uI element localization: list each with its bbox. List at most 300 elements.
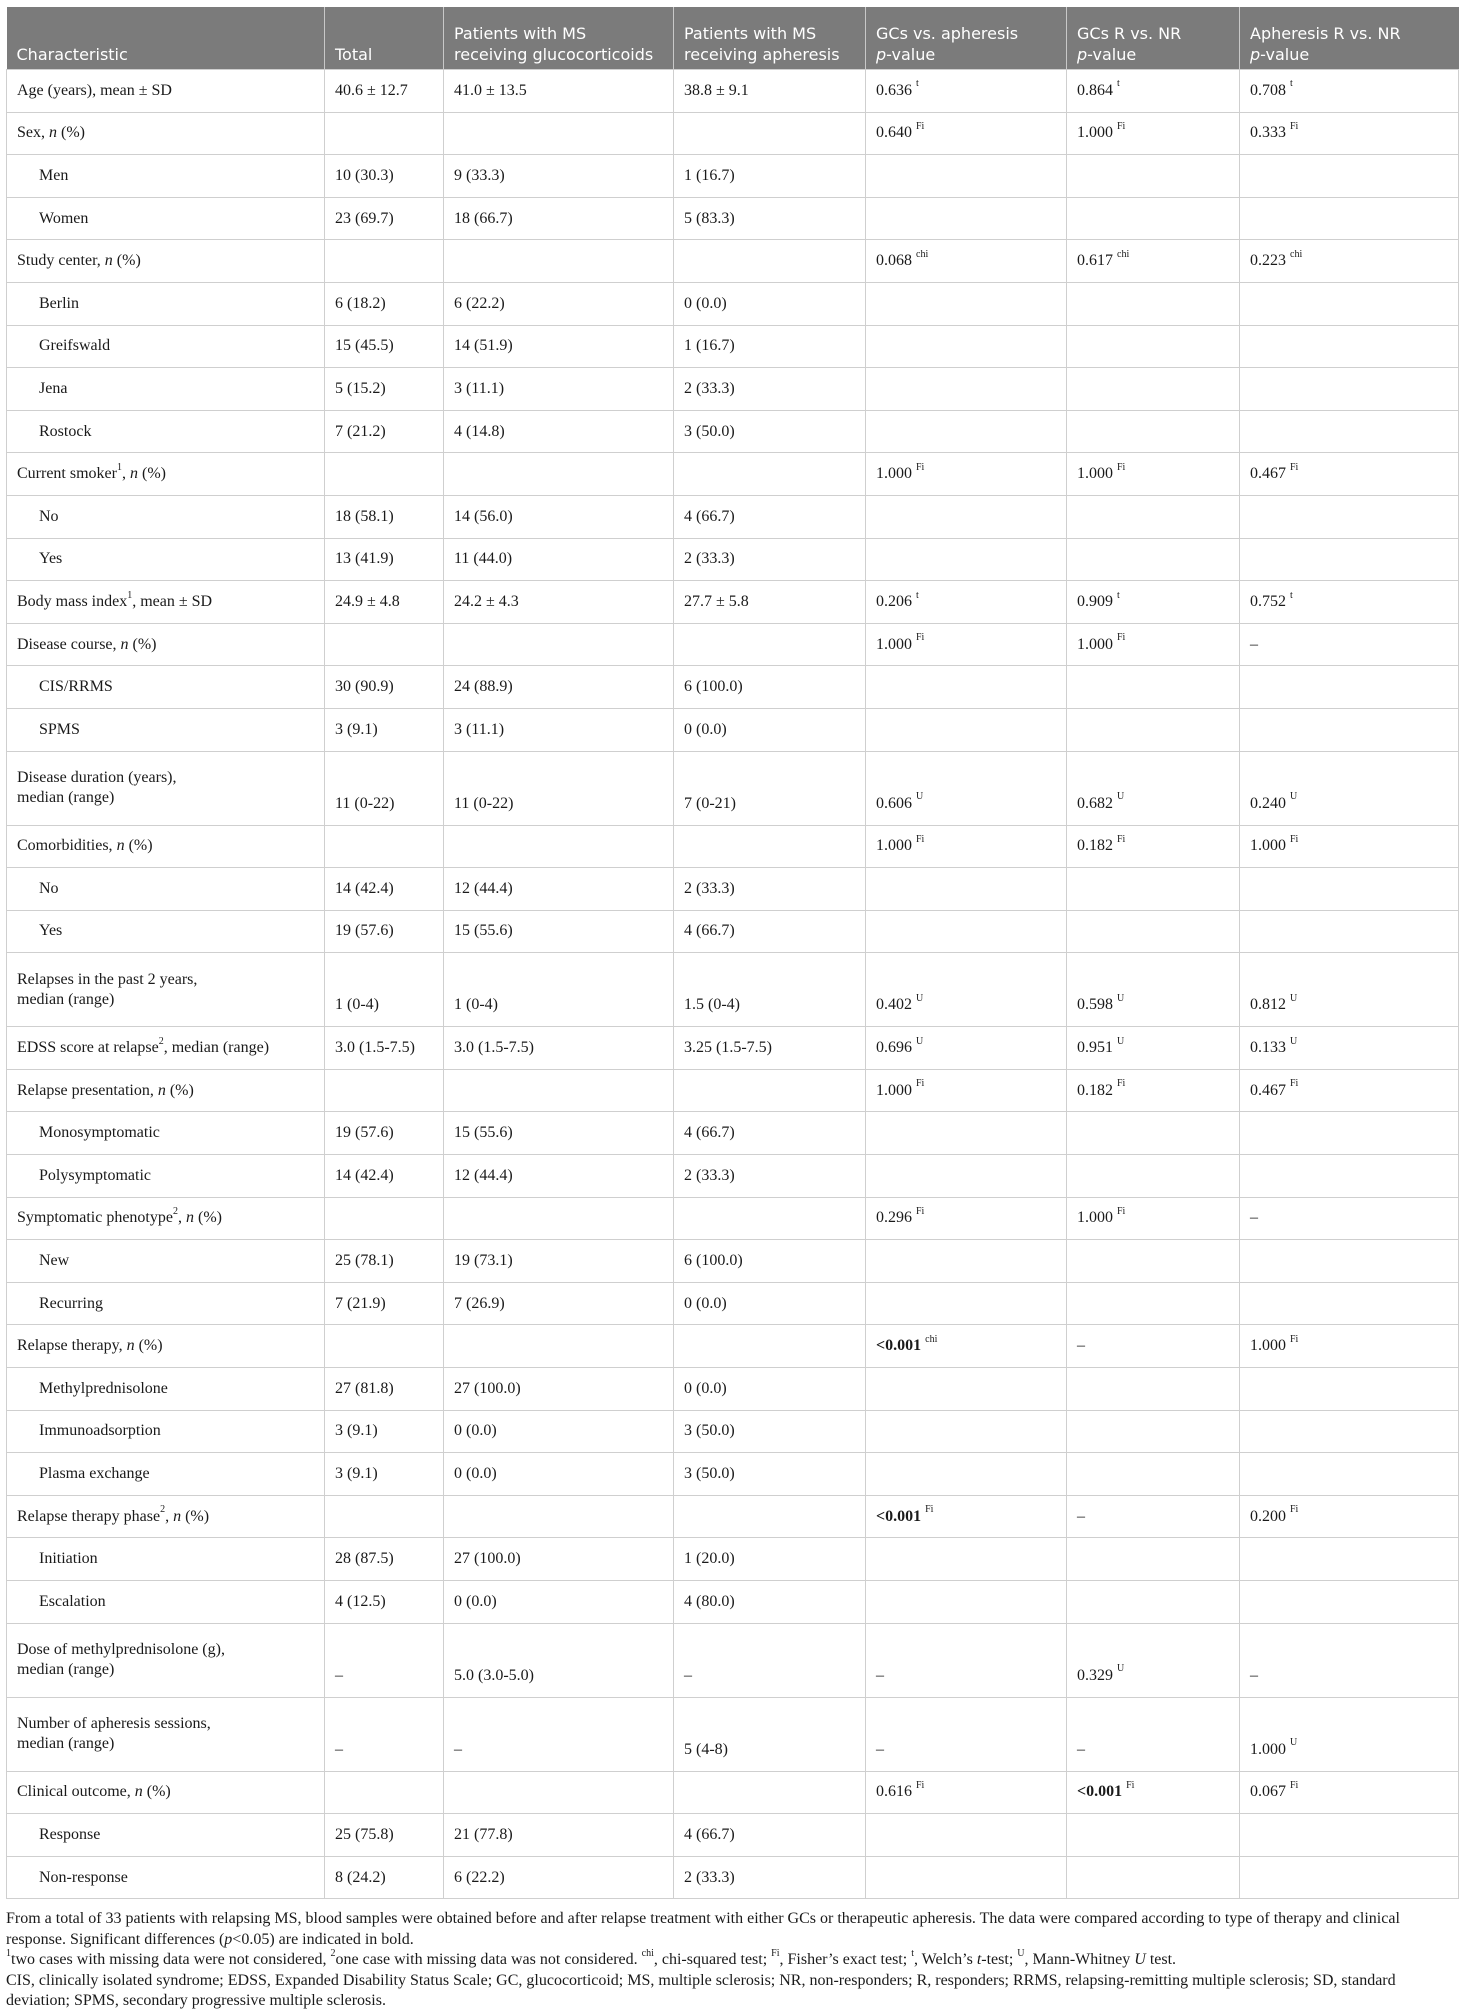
p-value-cell bbox=[1067, 1240, 1240, 1283]
characteristic-cell bbox=[7, 1240, 325, 1283]
gc-cell bbox=[444, 240, 674, 283]
test-mark: Fi bbox=[916, 632, 925, 644]
characteristics-table bbox=[6, 7, 1459, 1899]
characteristic-label-mid: , bbox=[165, 1507, 174, 1525]
test-mark: U bbox=[1117, 1035, 1125, 1047]
aph-cell bbox=[674, 538, 866, 581]
p-value-cell bbox=[1240, 1814, 1459, 1857]
gc-cell bbox=[444, 666, 674, 709]
p-value-cell bbox=[1067, 1814, 1240, 1857]
characteristic-label-n: n bbox=[116, 837, 125, 855]
aph-value: 5 (83.3) bbox=[684, 209, 735, 227]
total-value: 15 (45.5) bbox=[335, 337, 394, 355]
p-value-cell bbox=[1240, 1155, 1459, 1198]
total-cell bbox=[325, 155, 444, 198]
characteristic-label-end: (%) bbox=[128, 635, 157, 653]
p-value: – bbox=[1077, 1740, 1085, 1758]
test-mark: Fi bbox=[1290, 1078, 1299, 1090]
p-value-cell bbox=[866, 1027, 1067, 1070]
p-value-cell bbox=[1067, 240, 1240, 283]
test-mark: Fi bbox=[1117, 1078, 1126, 1090]
p-value-cell bbox=[866, 1410, 1067, 1453]
gc-value: 11 (0-22) bbox=[454, 794, 514, 812]
gc-cell bbox=[444, 953, 674, 1027]
characteristic-cell bbox=[7, 1410, 325, 1453]
table-row bbox=[7, 495, 1459, 538]
total-cell bbox=[325, 325, 444, 368]
total-cell bbox=[325, 1410, 444, 1453]
p-value-cell bbox=[866, 1495, 1067, 1538]
gc-cell bbox=[444, 1027, 674, 1070]
aph-cell bbox=[674, 1027, 866, 1070]
p-value-cell bbox=[1240, 1325, 1459, 1368]
gc-value: 3 (11.1) bbox=[454, 720, 505, 738]
table-row bbox=[7, 1453, 1459, 1496]
table-row bbox=[7, 453, 1459, 496]
aph-cell bbox=[674, 1453, 866, 1496]
total-cell bbox=[325, 1814, 444, 1857]
gc-value: 18 (66.7) bbox=[454, 209, 513, 227]
characteristic-label: Recurring bbox=[39, 1294, 103, 1312]
p-value-cell bbox=[1067, 538, 1240, 581]
aph-value: 2 (33.3) bbox=[684, 550, 735, 568]
p-value-cell bbox=[1240, 197, 1459, 240]
p-value-cell bbox=[866, 1771, 1067, 1814]
column-header-line1: GCs R vs. NR bbox=[1077, 24, 1182, 43]
table-row bbox=[7, 1325, 1459, 1368]
p-value: – bbox=[876, 1740, 884, 1758]
gc-cell bbox=[444, 495, 674, 538]
aph-cell bbox=[674, 1623, 866, 1697]
gc-cell bbox=[444, 112, 674, 155]
aph-cell bbox=[674, 868, 866, 911]
p-value: 0.067 bbox=[1250, 1783, 1286, 1801]
total-value: 23 (69.7) bbox=[335, 209, 394, 227]
test-mark: U bbox=[1290, 1737, 1298, 1749]
table-row bbox=[7, 155, 1459, 198]
characteristic-cell bbox=[7, 1495, 325, 1538]
characteristic-label-mid: , bbox=[121, 465, 130, 483]
table-footnotes bbox=[6, 1909, 1458, 2012]
gc-cell bbox=[444, 825, 674, 868]
gc-cell bbox=[444, 1240, 674, 1283]
p-value-cell bbox=[1067, 1856, 1240, 1899]
p-value-cell bbox=[1240, 1240, 1459, 1283]
gc-cell bbox=[444, 1697, 674, 1771]
total-cell bbox=[325, 197, 444, 240]
column-header-line2: -value bbox=[1087, 45, 1137, 64]
test-mark: Fi bbox=[916, 1780, 925, 1792]
table-row bbox=[7, 751, 1459, 825]
p-value-cell bbox=[1240, 868, 1459, 911]
p-value-cell bbox=[866, 410, 1067, 453]
p-value: 0.467 bbox=[1250, 1081, 1286, 1099]
test-mark: t bbox=[1290, 78, 1293, 90]
p-value-cell bbox=[1067, 1771, 1240, 1814]
aph-value: 3 (50.0) bbox=[684, 422, 735, 440]
p-value-cell bbox=[1240, 1410, 1459, 1453]
p-value-cell bbox=[1240, 623, 1459, 666]
table-row bbox=[7, 112, 1459, 155]
gc-cell bbox=[444, 453, 674, 496]
aph-cell bbox=[674, 453, 866, 496]
characteristic-label: Men bbox=[39, 166, 69, 184]
p-value-cell bbox=[866, 495, 1067, 538]
test-mark: chi bbox=[1117, 248, 1130, 260]
gc-cell bbox=[444, 868, 674, 911]
test-mark: Fi bbox=[1117, 833, 1126, 845]
aph-cell bbox=[674, 1410, 866, 1453]
characteristic-label-mid: , mean ± SD bbox=[132, 592, 213, 610]
characteristic-label: Non-response bbox=[39, 1868, 128, 1886]
column-header bbox=[674, 7, 866, 70]
total-cell bbox=[325, 112, 444, 155]
p-value-cell bbox=[1067, 1069, 1240, 1112]
p-value-cell bbox=[1067, 1495, 1240, 1538]
column-header-line1: Apheresis R vs. NR bbox=[1250, 24, 1401, 43]
characteristic-label-n: n bbox=[134, 1783, 143, 1801]
gc-value: 24.2 ± 4.3 bbox=[454, 592, 519, 610]
gc-value: 41.0 ± 13.5 bbox=[454, 81, 527, 99]
test-mark: U bbox=[1117, 791, 1125, 803]
p-value-cell bbox=[866, 1069, 1067, 1112]
aph-cell bbox=[674, 1771, 866, 1814]
p-value-cell bbox=[866, 1325, 1067, 1368]
p-value-cell bbox=[1240, 70, 1459, 113]
p-value-cell bbox=[1240, 453, 1459, 496]
characteristic-label: Initiation bbox=[39, 1550, 98, 1568]
gc-value: – bbox=[454, 1740, 462, 1758]
aph-value: 6 (100.0) bbox=[684, 1252, 743, 1270]
table-row bbox=[7, 1368, 1459, 1411]
test-mark: chi bbox=[916, 248, 929, 260]
characteristic-cell bbox=[7, 953, 325, 1027]
p-value: 0.223 bbox=[1250, 252, 1286, 270]
p-value-cell bbox=[866, 1240, 1067, 1283]
gc-cell bbox=[444, 623, 674, 666]
p-value-cell bbox=[1240, 1856, 1459, 1899]
p-value: 1.000 bbox=[876, 1081, 912, 1099]
p-value-cell bbox=[866, 1197, 1067, 1240]
gc-value: 21 (77.8) bbox=[454, 1825, 513, 1843]
characteristic-label-end: (%) bbox=[193, 1209, 222, 1227]
gc-cell bbox=[444, 1325, 674, 1368]
p-value-cell bbox=[1240, 538, 1459, 581]
characteristic-label-n: n bbox=[185, 1209, 194, 1227]
p-value-cell bbox=[866, 623, 1067, 666]
p-value: – bbox=[1077, 1507, 1085, 1525]
table-row bbox=[7, 1538, 1459, 1581]
aph-cell bbox=[674, 1495, 866, 1538]
total-cell bbox=[325, 1325, 444, 1368]
column-header bbox=[7, 7, 325, 70]
total-cell bbox=[325, 538, 444, 581]
aph-cell bbox=[674, 325, 866, 368]
gc-cell bbox=[444, 325, 674, 368]
p-value-cell bbox=[1240, 240, 1459, 283]
p-value-cell bbox=[1067, 495, 1240, 538]
aph-value: 5 (4-8) bbox=[684, 1740, 728, 1758]
table-row bbox=[7, 368, 1459, 411]
p-value-cell bbox=[1067, 1538, 1240, 1581]
characteristic-label: Relapse therapy, bbox=[17, 1337, 127, 1355]
footnote-mark: 2 bbox=[172, 1206, 178, 1218]
aph-value: 1 (20.0) bbox=[684, 1550, 735, 1568]
characteristic-label: Escalation bbox=[39, 1592, 106, 1610]
p-value-cell bbox=[1067, 1453, 1240, 1496]
characteristic-cell bbox=[7, 1027, 325, 1070]
aph-cell bbox=[674, 1069, 866, 1112]
p-value-cell bbox=[1240, 325, 1459, 368]
total-cell bbox=[325, 70, 444, 113]
column-header-line1: GCs vs. apheresis bbox=[876, 24, 1019, 43]
gc-cell bbox=[444, 910, 674, 953]
gc-value: 12 (44.4) bbox=[454, 879, 513, 897]
test-mark: Fi bbox=[916, 1078, 925, 1090]
p-value-cell bbox=[1067, 197, 1240, 240]
p-value-cell bbox=[1067, 1697, 1240, 1771]
table-row bbox=[7, 197, 1459, 240]
p-value-cell bbox=[1067, 1368, 1240, 1411]
total-cell bbox=[325, 953, 444, 1027]
p-value: 0.598 bbox=[1077, 996, 1113, 1014]
aph-cell bbox=[674, 1697, 866, 1771]
aph-value: 6 (100.0) bbox=[684, 678, 743, 696]
aph-value: 27.7 ± 5.8 bbox=[684, 592, 749, 610]
total-value: 7 (21.9) bbox=[335, 1294, 386, 1312]
characteristic-label: No bbox=[39, 879, 59, 897]
aph-value: 0 (0.0) bbox=[684, 294, 727, 312]
total-cell bbox=[325, 282, 444, 325]
characteristic-label: Disease course, bbox=[17, 635, 121, 653]
total-value: 24.9 ± 4.8 bbox=[335, 592, 400, 610]
total-cell bbox=[325, 368, 444, 411]
p-value-cell bbox=[866, 155, 1067, 198]
gc-value: 0 (0.0) bbox=[454, 1592, 497, 1610]
p-value: 0.333 bbox=[1250, 124, 1286, 142]
total-cell bbox=[325, 708, 444, 751]
gc-value: 9 (33.3) bbox=[454, 166, 505, 184]
total-cell bbox=[325, 581, 444, 624]
characteristic-label: Sex, bbox=[17, 124, 49, 142]
characteristic-label-line2: median (range) bbox=[17, 1735, 115, 1753]
p-value-cell bbox=[1240, 1069, 1459, 1112]
column-header-p: p bbox=[1250, 45, 1261, 64]
aph-value: 0 (0.0) bbox=[684, 1379, 727, 1397]
p-value: 1.000 bbox=[876, 837, 912, 855]
characteristic-label-line2: median (range) bbox=[17, 990, 115, 1008]
aph-cell bbox=[674, 1282, 866, 1325]
table-row bbox=[7, 1410, 1459, 1453]
characteristic-label: New bbox=[39, 1252, 70, 1270]
p-value-cell bbox=[1067, 155, 1240, 198]
characteristic-cell bbox=[7, 1197, 325, 1240]
aph-cell bbox=[674, 1112, 866, 1155]
p-value-cell bbox=[1067, 1155, 1240, 1198]
p-value-cell bbox=[866, 1581, 1067, 1624]
aph-cell bbox=[674, 1155, 866, 1198]
total-value: 30 (90.9) bbox=[335, 678, 394, 696]
column-header-line2: receiving apheresis bbox=[684, 45, 840, 64]
aph-value: 3 (50.0) bbox=[684, 1465, 735, 1483]
characteristic-cell bbox=[7, 1581, 325, 1624]
test-mark: Fi bbox=[916, 121, 925, 133]
characteristic-cell bbox=[7, 1112, 325, 1155]
total-cell bbox=[325, 1495, 444, 1538]
p-value-cell bbox=[866, 453, 1067, 496]
test-mark: t bbox=[916, 78, 919, 90]
p-value: 0.068 bbox=[876, 252, 912, 270]
p-value-cell bbox=[866, 1453, 1067, 1496]
aph-value: 38.8 ± 9.1 bbox=[684, 81, 749, 99]
gc-cell bbox=[444, 1771, 674, 1814]
p-value-cell bbox=[1067, 581, 1240, 624]
test-mark: Fi bbox=[1290, 1504, 1299, 1516]
p-value-cell bbox=[866, 325, 1067, 368]
aph-cell bbox=[674, 1240, 866, 1283]
total-value: 1 (0-4) bbox=[335, 996, 379, 1014]
characteristic-label: Symptomatic phenotype bbox=[17, 1209, 173, 1227]
aph-cell bbox=[674, 910, 866, 953]
p-value-cell bbox=[1240, 751, 1459, 825]
characteristic-label-end: (%) bbox=[112, 252, 141, 270]
table-row bbox=[7, 1697, 1459, 1771]
gc-cell bbox=[444, 368, 674, 411]
p-value-cell bbox=[866, 1368, 1067, 1411]
characteristic-cell bbox=[7, 495, 325, 538]
total-cell bbox=[325, 1240, 444, 1283]
total-cell bbox=[325, 825, 444, 868]
characteristic-cell bbox=[7, 1453, 325, 1496]
gc-value: 15 (55.6) bbox=[454, 922, 513, 940]
test-mark: Fi bbox=[1290, 1780, 1299, 1792]
aph-value: 3 (50.0) bbox=[684, 1422, 735, 1440]
table-row bbox=[7, 1240, 1459, 1283]
column-header-p: p bbox=[1077, 45, 1088, 64]
gc-value: 19 (73.1) bbox=[454, 1252, 513, 1270]
p-value-cell bbox=[866, 953, 1067, 1027]
gc-cell bbox=[444, 1814, 674, 1857]
characteristic-label-n: n bbox=[104, 252, 113, 270]
column-header bbox=[866, 7, 1067, 70]
aph-cell bbox=[674, 1856, 866, 1899]
p-value-cell bbox=[1067, 410, 1240, 453]
characteristic-label: Body mass index bbox=[17, 592, 128, 610]
aph-cell bbox=[674, 1814, 866, 1857]
test-mark: t bbox=[1117, 78, 1120, 90]
gc-value: 27 (100.0) bbox=[454, 1550, 521, 1568]
table-row bbox=[7, 953, 1459, 1027]
aph-value: 7 (0-21) bbox=[684, 794, 736, 812]
gc-cell bbox=[444, 1197, 674, 1240]
table-row bbox=[7, 1856, 1459, 1899]
column-header-line1: Patients with MS bbox=[684, 24, 817, 43]
table-row bbox=[7, 1581, 1459, 1624]
p-value-cell bbox=[1240, 1538, 1459, 1581]
gc-value: 15 (55.6) bbox=[454, 1124, 513, 1142]
characteristic-label: Rostock bbox=[39, 422, 92, 440]
characteristic-label-end: (%) bbox=[137, 465, 166, 483]
aph-value: 0 (0.0) bbox=[684, 1294, 727, 1312]
aph-value: 1 (16.7) bbox=[684, 337, 735, 355]
p-value: 0.240 bbox=[1250, 794, 1286, 812]
total-value: 19 (57.6) bbox=[335, 1124, 394, 1142]
p-value: 1.000 bbox=[1250, 837, 1286, 855]
gc-cell bbox=[444, 1368, 674, 1411]
total-value: 27 (81.8) bbox=[335, 1379, 394, 1397]
table-row bbox=[7, 623, 1459, 666]
characteristic-label-n: n bbox=[129, 465, 138, 483]
characteristic-label-end: (%) bbox=[124, 837, 153, 855]
gc-cell bbox=[444, 708, 674, 751]
p-value: 0.696 bbox=[876, 1039, 912, 1057]
p-value-cell bbox=[1067, 282, 1240, 325]
p-value: 0.636 bbox=[876, 81, 912, 99]
characteristic-cell bbox=[7, 410, 325, 453]
gc-value: 27 (100.0) bbox=[454, 1379, 521, 1397]
p-value-cell bbox=[1067, 1325, 1240, 1368]
test-mark: U bbox=[1290, 1035, 1298, 1047]
p-value: 0.708 bbox=[1250, 81, 1286, 99]
p-value-cell bbox=[1067, 453, 1240, 496]
total-cell bbox=[325, 751, 444, 825]
column-header-line2: receiving glucocorticoids bbox=[454, 45, 654, 64]
column-header-line1: Patients with MS bbox=[454, 24, 587, 43]
test-mark: Fi bbox=[1290, 121, 1299, 133]
test-mark: Fi bbox=[1290, 461, 1299, 473]
gc-cell bbox=[444, 1856, 674, 1899]
table-body bbox=[7, 70, 1459, 1899]
p-value-cell bbox=[1067, 708, 1240, 751]
total-value: 11 (0-22) bbox=[335, 794, 395, 812]
test-mark: U bbox=[1117, 1663, 1125, 1675]
test-mark: U bbox=[916, 1035, 924, 1047]
table-row bbox=[7, 666, 1459, 709]
p-value-cell bbox=[1067, 1410, 1240, 1453]
total-value: 40.6 ± 12.7 bbox=[335, 81, 408, 99]
p-value-cell bbox=[1067, 368, 1240, 411]
gc-value: 14 (56.0) bbox=[454, 507, 513, 525]
total-cell bbox=[325, 1453, 444, 1496]
test-mark: Fi bbox=[916, 833, 925, 845]
p-value-cell bbox=[866, 1814, 1067, 1857]
total-cell bbox=[325, 1697, 444, 1771]
characteristic-cell bbox=[7, 1368, 325, 1411]
characteristic-label-n: n bbox=[157, 1081, 166, 1099]
total-cell bbox=[325, 1282, 444, 1325]
table-row bbox=[7, 1495, 1459, 1538]
characteristic-cell bbox=[7, 708, 325, 751]
characteristic-label: Greifswald bbox=[39, 337, 111, 355]
table-row bbox=[7, 1155, 1459, 1198]
gc-value: 14 (51.9) bbox=[454, 337, 513, 355]
p-value: 1.000 bbox=[876, 635, 912, 653]
p-value-cell bbox=[1240, 666, 1459, 709]
characteristic-cell bbox=[7, 1814, 325, 1857]
gc-cell bbox=[444, 1410, 674, 1453]
p-value: 0.617 bbox=[1077, 252, 1113, 270]
aph-value: 4 (66.7) bbox=[684, 1825, 735, 1843]
p-value-cell bbox=[866, 910, 1067, 953]
column-header bbox=[325, 7, 444, 70]
p-value-cell bbox=[866, 112, 1067, 155]
p-value-cell bbox=[866, 868, 1067, 911]
column-header bbox=[1240, 7, 1459, 70]
characteristic-cell bbox=[7, 1282, 325, 1325]
p-value-cell bbox=[866, 1697, 1067, 1771]
p-value-cell bbox=[866, 1538, 1067, 1581]
footnote-description: From a total of 33 patients with relapsing MS, blood samples were obtained before and after relapse treatment with either GCs or therapeutic apheresis. The data were compared according to type of therapy and clinical response. Significant differences (p<0.05) are indicated in bold. bbox=[6, 1910, 1400, 1948]
